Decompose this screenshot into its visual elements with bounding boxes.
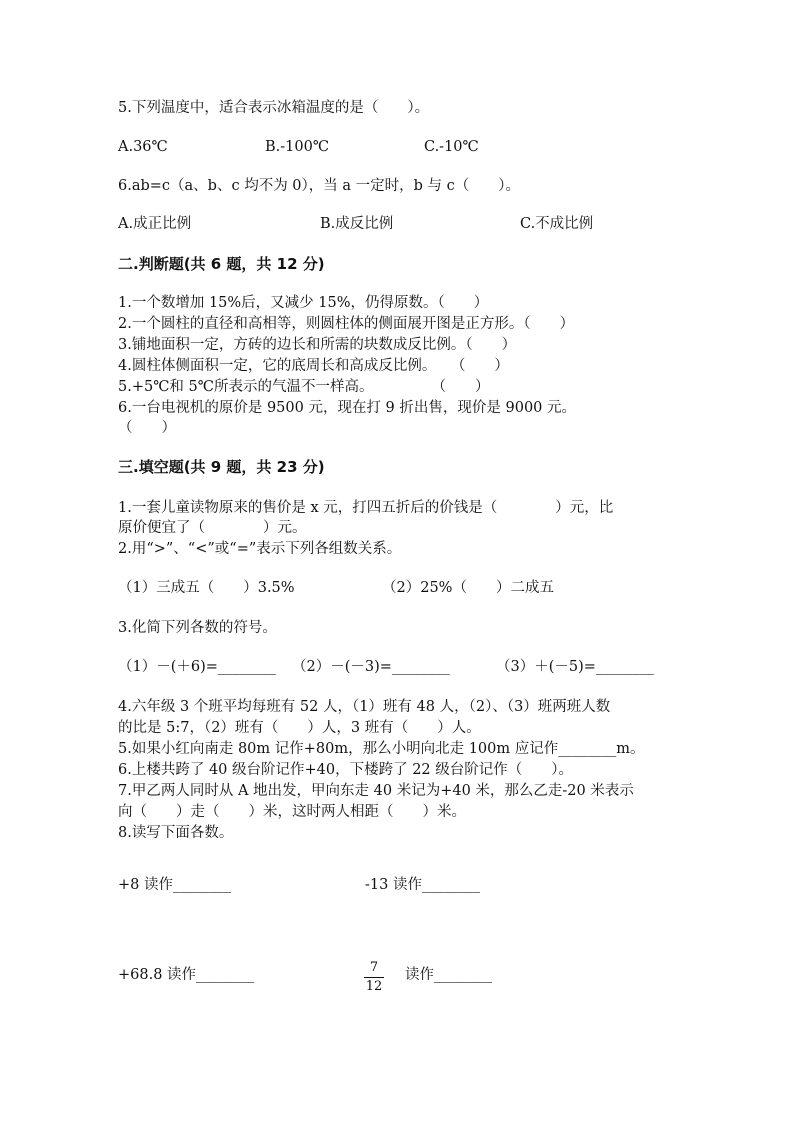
judge-item-2: 2.一个圆柱的直径和高相等，则圆柱体的侧面展开图是正方形。（ ）	[118, 316, 575, 332]
section2-title: 二.判断题(共 6 题，共 12 分)	[118, 255, 325, 273]
fraction-denominator: 12	[365, 979, 383, 994]
q6-option-c: C.不成比例	[520, 216, 594, 232]
fill-q8-stem: 8.读写下面各数。	[118, 825, 234, 841]
judge-item-3: 3.铺地面积一定，方砖的边长和所需的块数成反比例。（ ）	[118, 337, 517, 353]
q6-option-a: A.成正比例	[118, 216, 192, 232]
fill-q2-a: （1）三成五（ ）3.5%	[118, 580, 295, 596]
fill-q3-b: （2）－(－3)=________	[292, 659, 450, 675]
judge-item-6: 6.一台电视机的原价是 9500 元，现在打 9 折出售，现价是 9000 元。	[118, 400, 577, 416]
q5-option-b: B.-100℃	[265, 139, 330, 155]
judge-item-1: 1.一个数增加 15%后，又减少 15%，仍得原数。（ ）	[118, 295, 489, 311]
fill-q1-line2: 原价便宜了（ ）元。	[118, 520, 307, 536]
judge-item-5: 5.+5℃和 5℃所表示的气温不一样高。 （ ）	[118, 379, 490, 395]
fill-q3-a: （1）－(＋6)=________	[118, 659, 276, 675]
fill-q2-stem: 2.用“>”、“<”或“=”表示下列各组数关系。	[118, 541, 402, 557]
fill-q4-line1: 4.六年级 3 个班平均每班有 52 人，（1）班有 48 人，（2）、（3）班两班人数	[118, 699, 611, 715]
fill-q8-b: -13 读作________	[365, 877, 480, 893]
fraction-seven-twelfths	[364, 960, 384, 995]
fill-q1-line1: 1.一套儿童读物原来的售价是 x 元，打四五折后的价钱是（ ）元，比	[118, 500, 614, 516]
fill-q5: 5.如果小红向南走 80m 记作+80m，那么小明向北走 100m 应记作________m。	[118, 741, 645, 757]
fill-q7-line1: 7.甲乙两人同时从 A 地出发，甲向东走 40 米记为+40 米，那么乙走-20 米表示	[118, 783, 634, 799]
judge-item-6-blank: （ ）	[118, 420, 176, 436]
q5-stem: 5.下列温度中，适合表示冰箱温度的是（ ）。	[118, 100, 430, 116]
q6-option-b: B.成反比例	[320, 216, 394, 232]
q6-stem: 6.ab=c（a、b、c 均不为 0），当 a 一定时，b 与 c（ ）。	[118, 178, 521, 194]
fill-q8-d: 读作________	[405, 967, 492, 983]
fill-q3-c: （3）＋(－5)=________	[496, 659, 654, 675]
fill-q8-c: +68.8 读作________	[118, 967, 255, 983]
fraction-numerator: 7	[369, 960, 379, 975]
q5-option-a: A.36℃	[118, 139, 168, 155]
fill-q8-a: +8 读作________	[118, 877, 231, 893]
judge-item-4: 4.圆柱体侧面积一定，它的底周长和高成反比例。 （ ）	[118, 358, 509, 374]
q5-option-c: C.-10℃	[424, 139, 479, 155]
fraction-bar	[364, 977, 384, 978]
fill-q4-line2: 的比是 5:7，（2）班有（ ）人，3 班有（ ）人。	[118, 720, 481, 736]
fill-q2-b: （2）25%（ ）二成五	[382, 580, 554, 596]
fill-q7-line2: 向（ ）走（ ）米，这时两人相距（ ）米。	[118, 804, 466, 820]
fill-q3-stem: 3.化简下列各数的符号。	[118, 620, 277, 636]
fill-q6: 6.上楼共跨了 40 级台阶记作+40，下楼跨了 22 级台阶记作（ ）。	[118, 762, 574, 778]
section3-title: 三.填空题(共 9 题，共 23 分)	[118, 458, 325, 476]
